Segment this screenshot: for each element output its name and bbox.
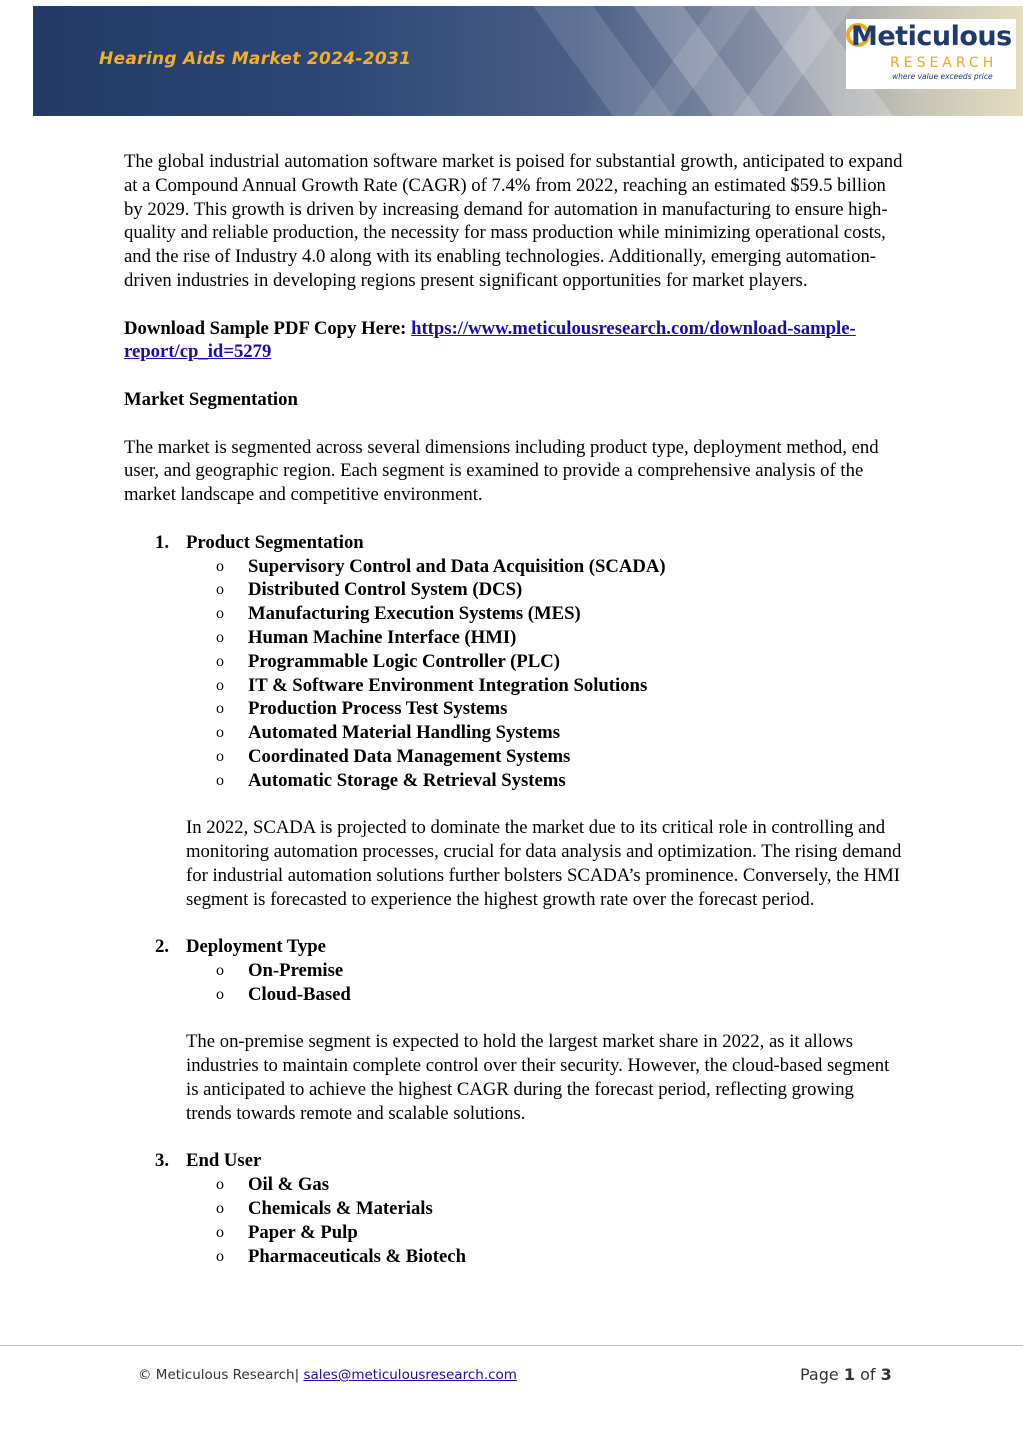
- list-item: o Automated Material Handling Systems: [216, 722, 560, 744]
- bullet-icon: o: [216, 1176, 224, 1194]
- list-item: o Production Process Test Systems: [216, 698, 508, 720]
- footer-copyright: [138, 1367, 517, 1383]
- segmentation-heading: Market Segmentation: [124, 388, 298, 410]
- list-item: o Pharmaceuticals & Biotech: [216, 1245, 466, 1267]
- list-item: o Manufacturing Execution Systems (MES): [216, 603, 581, 625]
- section-number: 2.: [155, 936, 170, 958]
- download-line: [124, 317, 904, 365]
- intro-paragraph: The global industrial automation software market is poised for substantial growth, anticipated to expand at a Compound Annual Growth Rate (CAGR) of 7.4% from 2022, reaching an estimated $59.5 billion by 2029. This growth is driven by increasing demand for automation in manufacturing to ensure high-quality and reliable production, the necessity for mass production while minimizing operational costs, and the rise of Industry 4.0 along with its enabling technologies. Additionally, emerging automation-driven industries in developing regions present significant opportunities for market players.: [124, 151, 903, 291]
- list-item: o Programmable Logic Controller (PLC): [216, 650, 560, 672]
- bullet-icon: o: [216, 557, 224, 575]
- list-item: o Human Machine Interface (HMI): [216, 626, 517, 648]
- list-item: o Supervisory Control and Data Acquisition (SCADA): [216, 555, 666, 577]
- list-item: o IT & Software Environment Integration Solutions: [216, 674, 648, 696]
- section-number: 1.: [155, 531, 170, 553]
- section-list: [124, 1173, 904, 1268]
- bullet-icon: o: [216, 962, 224, 980]
- section-list: [124, 959, 904, 1007]
- section-heading: [124, 1149, 904, 1173]
- bullet-icon: o: [216, 628, 224, 646]
- bullet-icon: o: [216, 1247, 224, 1265]
- meticulous-logo: [846, 19, 1016, 89]
- page-indicator: Page 1 of 3: [800, 1365, 892, 1384]
- section-title: Product Segmentation: [186, 531, 364, 553]
- list-item: o Paper & Pulp: [216, 1221, 358, 1243]
- logo-tagline: where value exceeds price: [892, 72, 993, 81]
- bullet-icon: o: [216, 581, 224, 599]
- header-banner: [33, 6, 1023, 116]
- section-number: 3.: [155, 1150, 170, 1172]
- copyright-text: © Meticulous Research|: [138, 1367, 300, 1383]
- bullet-icon: o: [216, 700, 224, 718]
- section-heading: [124, 531, 904, 555]
- section-list: [124, 555, 904, 793]
- bullet-icon: o: [216, 605, 224, 623]
- footer-divider: [0, 1345, 1023, 1346]
- section-heading: [124, 935, 904, 959]
- document-body: [124, 150, 904, 1268]
- section-note: The on-premise segment is expected to hold the largest market share in 2022, as it allows industries to maintain complete control over their security. However, the cloud-based segment is anticipated to achieve the highest CAGR during the forecast period, reflecting growing trends towards remote and scalable solutions.: [186, 1031, 890, 1124]
- section-note: In 2022, SCADA is projected to dominate the market due to its critical role in controlling and monitoring automation processes, crucial for data analysis and optimization. The rising demand for industrial automation solutions further bolsters SCADA’s prominence. Conversely, the HMI segment is forecasted to experience the highest growth rate over the forecast period.: [186, 817, 902, 910]
- bullet-icon: o: [216, 676, 224, 694]
- list-item: o Cloud-Based: [216, 983, 351, 1005]
- total-pages: 3: [880, 1365, 892, 1384]
- footer-email-link[interactable]: sales@meticulousresearch.com: [303, 1367, 517, 1383]
- bullet-icon: o: [216, 724, 224, 742]
- current-page: 1: [843, 1365, 855, 1384]
- segmentation-intro: The market is segmented across several dimensions including product type, deployment method, end user, and geographic region. Each segment is examined to provide a comprehensive analysis of the market landscape and competitive environment.: [124, 436, 879, 506]
- bullet-icon: o: [216, 1223, 224, 1241]
- list-item: o Coordinated Data Management Systems: [216, 745, 571, 767]
- list-item: o Automatic Storage & Retrieval Systems: [216, 769, 566, 791]
- list-item: o On-Premise: [216, 960, 344, 982]
- list-item: o Chemicals & Materials: [216, 1198, 433, 1220]
- logo-subtitle: RESEARCH: [890, 55, 998, 71]
- bullet-icon: o: [216, 747, 224, 765]
- logo-name: Meticulous: [851, 21, 1012, 52]
- section-title: End User: [186, 1150, 262, 1172]
- bullet-icon: o: [216, 652, 224, 670]
- section-title: Deployment Type: [186, 936, 326, 958]
- list-item: o Distributed Control System (DCS): [216, 579, 523, 601]
- download-link[interactable]: https://www.meticulousresearch.com/download-sample-report/cp_id=5279: [124, 317, 856, 363]
- document-title: Hearing Aids Market 2024-2031: [99, 49, 412, 69]
- bullet-icon: o: [216, 771, 224, 789]
- download-label: Download Sample PDF Copy Here:: [124, 317, 407, 339]
- list-item: o Oil & Gas: [216, 1174, 329, 1196]
- bullet-icon: o: [216, 985, 224, 1003]
- bullet-icon: o: [216, 1200, 224, 1218]
